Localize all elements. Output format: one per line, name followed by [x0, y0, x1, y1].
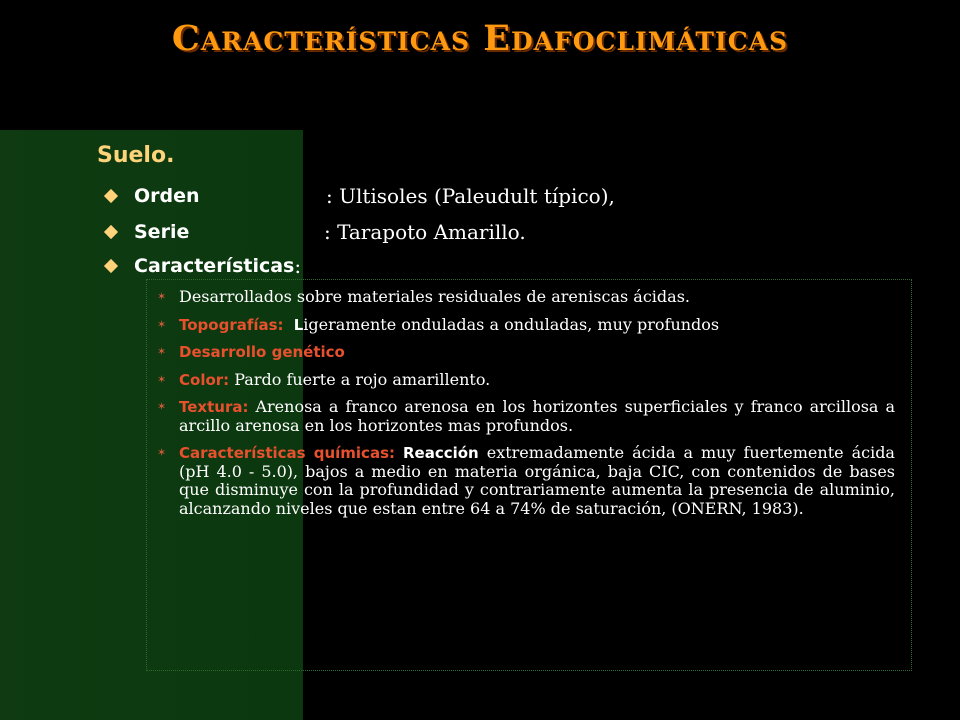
list-item — [157, 398, 895, 435]
star-bullet-icon: ✶ — [157, 446, 167, 459]
section-heading: Suelo. — [97, 143, 175, 168]
bullet-orden — [106, 184, 615, 208]
diamond-bullet-icon — [104, 189, 118, 203]
item-text: Arenosa a franco arenosa en los horizontes superficiales y franco arcillosa a arcillo arenosa en los horizontes mas profundos. — [179, 397, 895, 435]
item-text: igeramente onduladas a onduladas, muy profundos — [303, 314, 720, 334]
item-bold: Reacción — [402, 444, 479, 462]
star-bullet-icon: ✶ — [157, 400, 167, 413]
item-bold-lead: L — [293, 315, 304, 334]
list-item — [157, 444, 895, 518]
bullet-label: Serie — [134, 221, 190, 243]
star-bullet-icon: ✶ — [157, 345, 167, 358]
bullet-label: Características — [134, 255, 295, 277]
item-label: Topografías: — [179, 315, 284, 334]
star-bullet-icon: ✶ — [157, 317, 167, 331]
list-item — [157, 316, 895, 335]
bullet-label: Orden — [134, 185, 200, 207]
bullet-caracteristicas — [106, 254, 301, 278]
diamond-bullet-icon — [104, 225, 118, 239]
item-text: Pardo fuerte a rojo amarillento. — [234, 369, 491, 389]
bullet-value: : Ultisoles (Paleudult típico), — [326, 184, 615, 208]
star-bullet-icon: ✶ — [157, 290, 167, 303]
bullet-value: : — [294, 254, 302, 278]
list-item — [157, 288, 895, 307]
slide-title: Características Edafoclimáticas — [171, 18, 789, 59]
item-label: Desarrollo genético — [179, 343, 345, 361]
item-text: Desarrollados sobre materiales residuales de areniscas ácidas. — [179, 287, 690, 306]
list-item — [157, 371, 895, 390]
bullet-value: : Tarapoto Amarillo. — [324, 220, 526, 244]
list-item — [157, 343, 895, 362]
item-text: extremadamente ácida a muy fuertemente ácida (pH 4.0 - 5.0), bajos a medio en materia orgánica, baja CIC, con contenidos de bases que disminuye con la profundidad y contrariamente aumenta la presencia de aluminio, alcanzando niveles que estan entre 64 a 74% de saturación, (ONERN, 1983). — [179, 443, 895, 518]
bullet-serie — [106, 220, 526, 244]
item-label: Características químicas: — [179, 444, 395, 462]
details-list — [157, 288, 895, 527]
item-label: Color: — [179, 370, 230, 389]
item-label: Textura: — [179, 398, 249, 416]
star-bullet-icon: ✶ — [157, 372, 167, 386]
diamond-bullet-icon — [104, 259, 118, 273]
